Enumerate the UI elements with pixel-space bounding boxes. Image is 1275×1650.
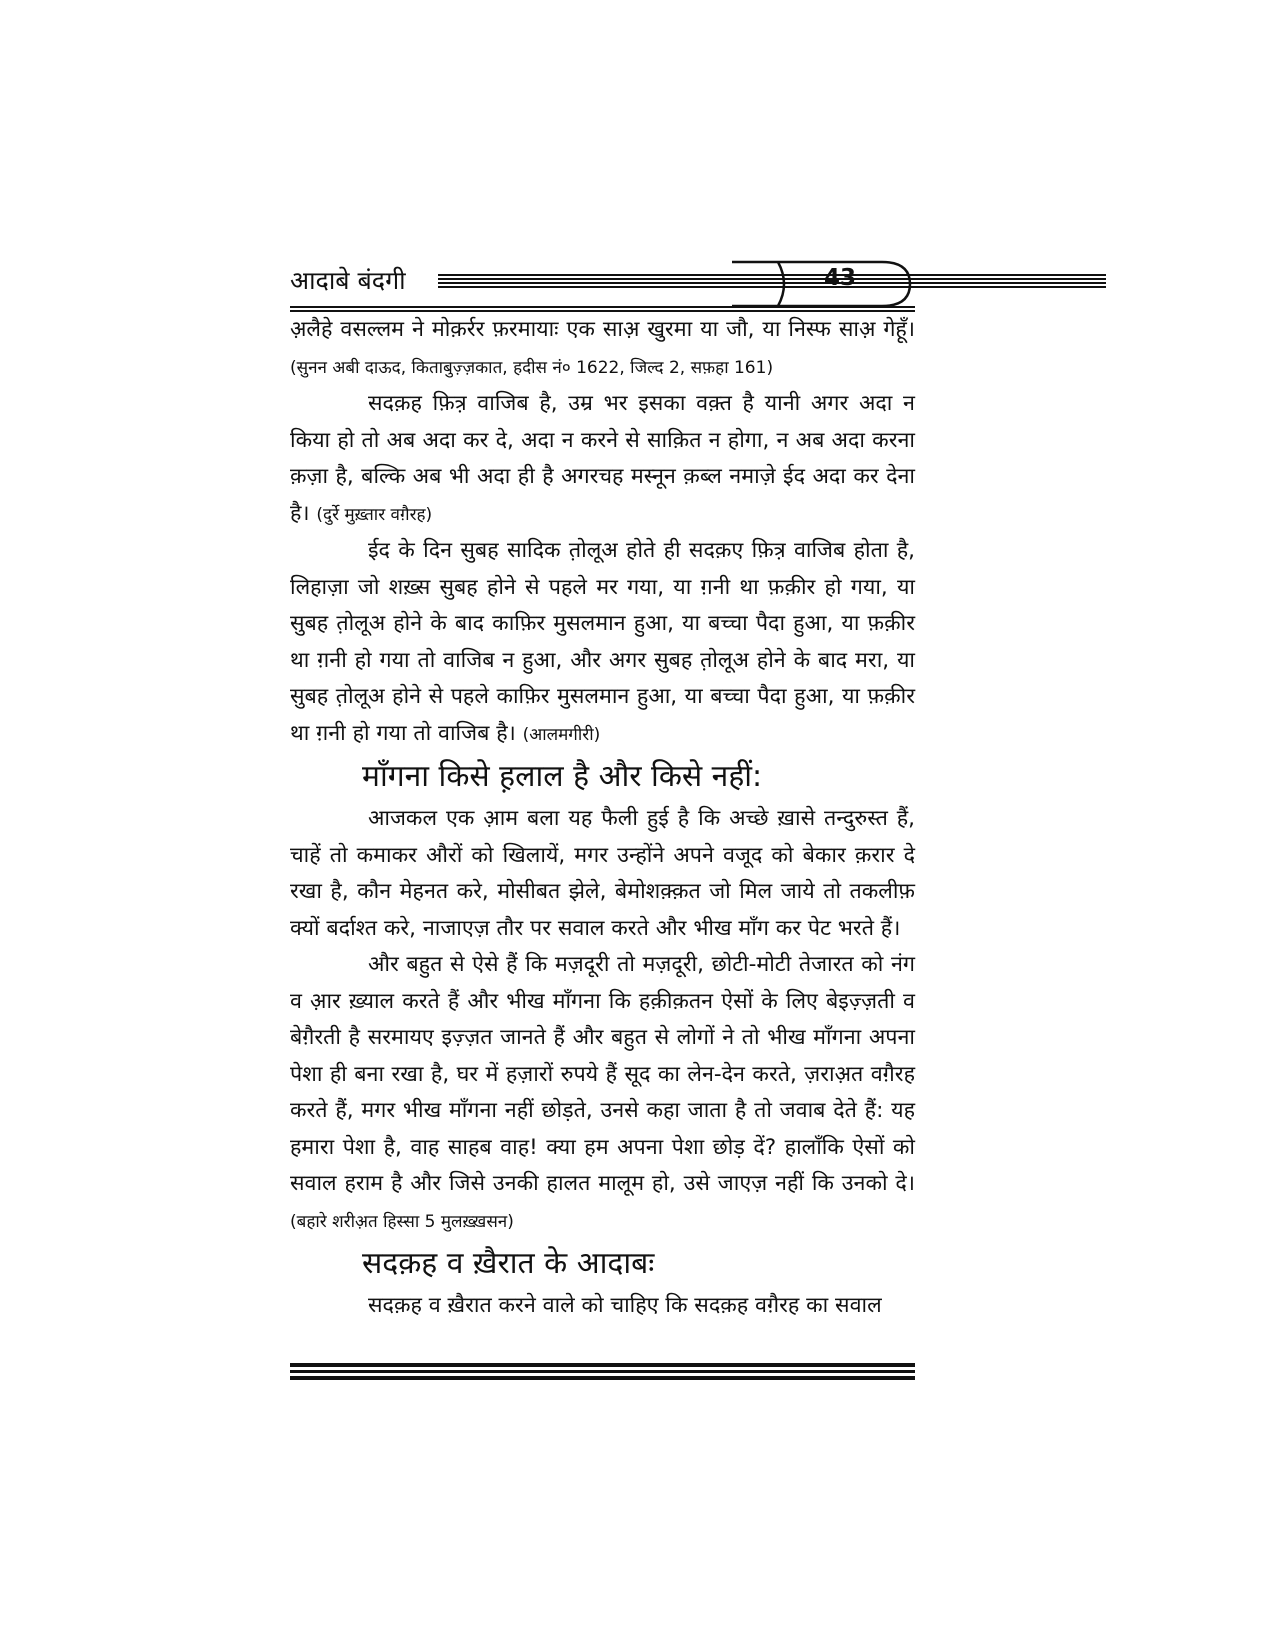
section-heading: सदक़ह व ख़ैरात के आदाबः	[362, 1246, 655, 1281]
paragraph	[290, 1288, 915, 1325]
paragraph	[290, 947, 915, 1240]
paragraph-text: अ़लैहे वसल्लम ने मोक़र्रर फ़रमायाः एक साअ़ खुरमा या जौ, या निस्फ साअ़ गेहूँ।	[290, 317, 915, 342]
paragraph	[290, 386, 915, 533]
paragraph	[290, 533, 915, 753]
section-heading: माँगना किसे ह़लाल है और किसे नहीं:	[362, 759, 763, 794]
page-body	[290, 312, 915, 1325]
paragraph	[290, 801, 915, 947]
page-number: 43	[823, 265, 856, 291]
paragraph	[290, 312, 915, 386]
paragraph-text: ईद के दिन सुबह सादिक त़ोलूअ होते ही सदक़ए फ़ित़्र वाजिब होता है, लिहाज़ा जो शख़्स सुबह होने से पहले मर गया, या ग़नी था फ़क़ीर हो गया, या सुबह त़ोलूअ होने के बाद काफ़िर मुसलमान हुआ, या बच्चा पैदा हुआ, या फ़क़ीर था ग़नी हो गया तो वाजिब न हुआ, और अगर सुबह त़ोलूअ होने के बाद मरा, या सुबह त़ोलूअ होने से पहले काफ़िर मुसलमान हुआ, या बच्चा पैदा हुआ, या फ़क़ीर था ग़नी हो गया तो वाजिब है।	[290, 538, 915, 746]
paragraph-text: सदक़ह व ख़ैरात करने वाले को चाहिए कि सदक़ह वग़ैरह का सवाल	[368, 1293, 882, 1318]
book-title: आदाबे बंदगी	[290, 266, 406, 295]
paragraph-text: आजकल एक अ़ाम बला यह फैली हुई है कि अच्छे ख़ासे तन्दुरुस्त हैं, चाहें तो कमाकर औरों को खिलायें, मगर उन्होंने अपने वजूद को बेकार क़रार दे रखा है, कौन मेहनत करे, मोसीबत झेले, बेमोशक़्क़त जो मिल जाये तो तकलीफ़ क्यों बर्दाश्त करे, नाजाएज़ तौर पर सवाल करते और भीख माँग कर पेट भरते हैं।	[290, 806, 915, 941]
paragraph-text: सदक़ह फ़ित़्र वाजिब है, उम्र भर इसका वक़्त है यानी अगर अदा न किया हो तो अब अदा कर दे, अदा न करने से साक़ित न होगा, न अब अदा करना क़ज़ा है, बल्कि अब भी अदा ही है अगरचह मस्नून क़ब्ल नमाज़े ईद अदा कर देना है।	[290, 391, 915, 526]
citation: (आलमगीरी)	[522, 724, 601, 745]
citation: (सुनन अबी दाऊद, किताबुज़्ज़कात, हदीस नं० 1622, जिल्द 2, सफ़हा 161)	[290, 357, 774, 378]
citation: (दुर्रे मुख़्तार वग़ैरह)	[316, 504, 433, 525]
paragraph-text: और बहुत से ऐसे हैं कि मज़दूरी तो मज़दूरी, छोटी-मोटी तेजारत को नंग व अ़ार ख़्याल करते हैं और भीख माँगना कि हक़ीक़तन ऐसों के लिए बेइज़्ज़ती व बेग़ैरती है सरमायए इज़्ज़त जानते हैं और बहुत से लोगों ने तो भीख माँगना अपना पेशा ही बना रखा है, घर में हज़ारों रुपये हैं सूद का लेन-देन करते, ज़राअ़त वग़ैरह करते हैं, मगर भीख माँगना नहीं छोड़ते, उनसे कहा जाता है तो जवाब देते हैं: यह हमारा पेशा है, वाह साहब वाह! क्या हम अपना पेशा छोड़ दें? हालाँकि ऐसों को सवाल हराम है और जिसे उनकी हालत मालूम हो, उसे जाएज़ नहीं कि उनको दे।	[290, 952, 915, 1196]
footer-rule	[290, 1363, 915, 1383]
citation: (बहारे शरीअ़त हिस्सा 5 मुलख़्ख़सन)	[290, 1211, 514, 1232]
